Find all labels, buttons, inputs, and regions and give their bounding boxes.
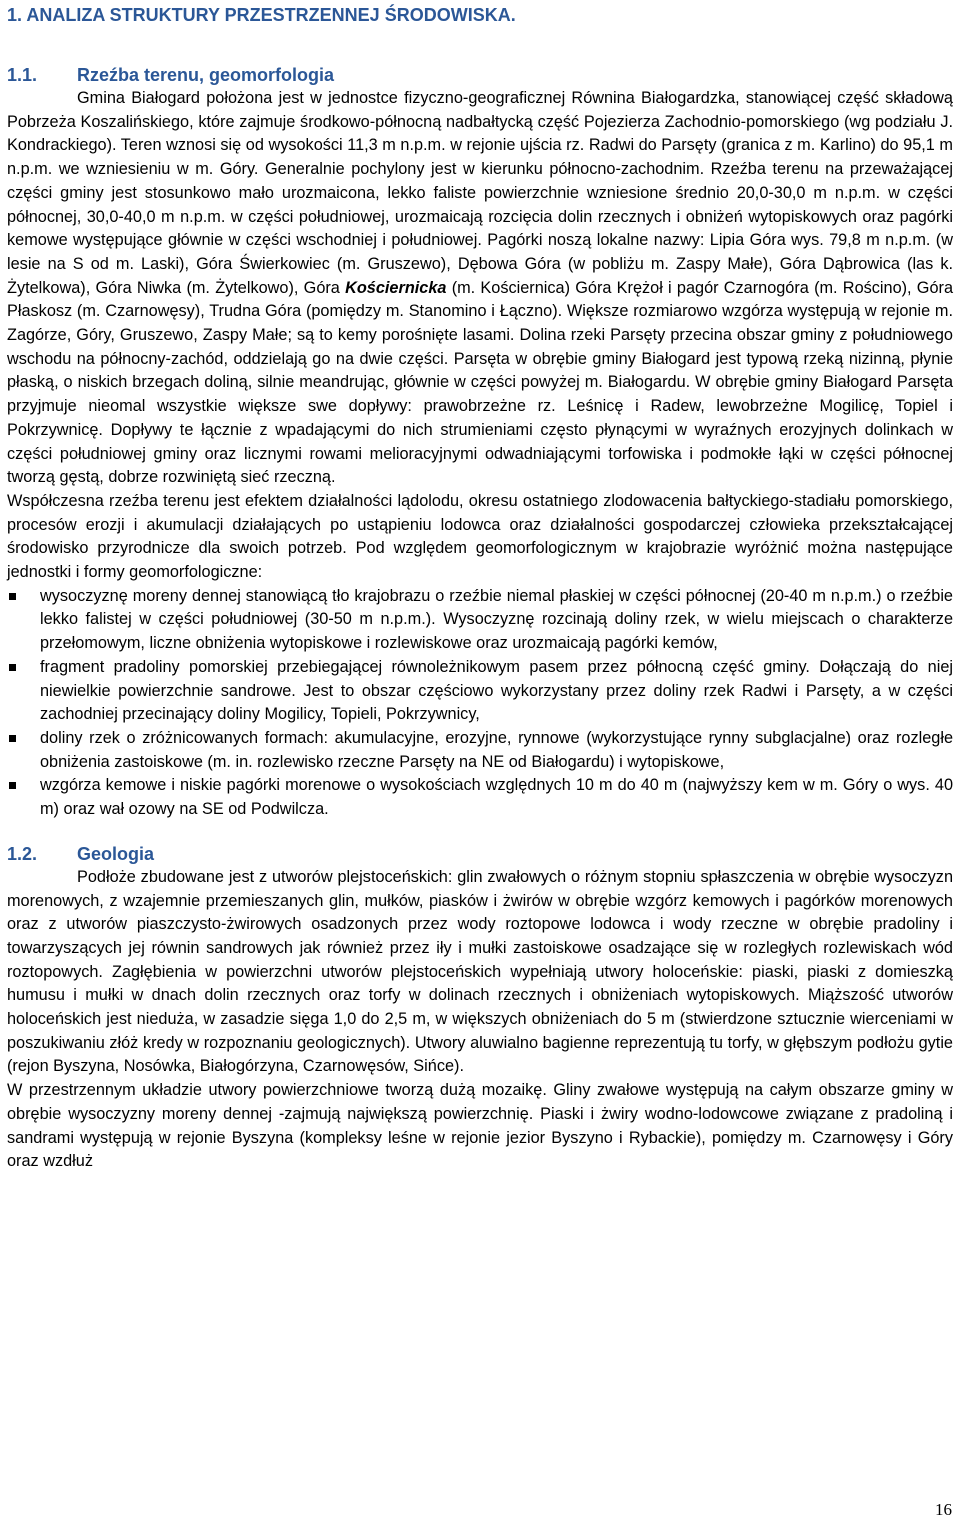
geomorphology-list — [7, 585, 953, 822]
list-item: wysoczyznę moreny dennej stanowiącą tło krajobrazu o rzeźbie niemal płaskiej w części północnej (20-40 m n.p.m.) o rzeźbie lekko falistej w części południowej (30-50 m n.p.m.). Wysoczyznę rozcinają doliny rzek, w wielu miejscach o charakterze przełomowym, liczne obniżenia wytopiskowe i rozlewiskowe oraz urozmaicają pagórki kemów, — [7, 585, 953, 656]
list-item: doliny rzek o zróżnicowanych formach: akumulacyjne, erozyjne, rynnowe (wykorzystujące rynny subglacjalne) oraz rozległe obniżenia zastoiskowe (m. in. rozlewisko rzeczne Parsęty na NE od Białogardu) i wytopiskowe, — [7, 727, 953, 774]
square-bullet-icon — [9, 664, 16, 671]
paragraph: Gmina Białogard położona jest w jednostce fizyczno-geograficznej Równina Białogardzka, stanowiącej część składową Pobrzeża Koszalińskiego, które zajmuje środkowo-północną nadbałtycką część Pojezierza Zachodnio-pomorskiego (wg podziału J. Kondrackiego). Teren wznosi się od wysokości 11,3 m n.p.m. w rejonie ujścia rz. Radwi do Parsęty (granica z m. Karlino) do 95,1 m n.p.m. we wzniesieniu w m. Góry. Generalnie pochylony jest w kierunku północno-zachodnim. Rzeźba terenu na przeważającej części gminy jest stosunkowo mało urozmaicona, lekko faliste powierzchnie wzniesione średnio 20,0-30,0 m n.p.m. w części północnej, 30,0-40,0 m n.p.m. w części południowej, urozmaicają rozcięcia dolin rzecznych i obniżeń wytopiskowych oraz pagórki kemowe występujące głównie w części wschodniej i południowej. Pagórki noszą lokalne nazwy: Lipia Góra wys. 79,8 m n.p.m. (w lesie na S od m. Laski), Góra Świerkowiec (m. Gruszewo), Dębowa Góra (w pobliżu m. Zaspy Małe), Góra Dąbrowica (las k. Żytelkowa), Góra Niwka (m. Żytelkowo), Góra Kościernicka (m. Kościernica) Góra Krężoł i pagór Czarnogóra (m. Rościno), Góra Płaskosz (m. Czarnowęsy), Trudna Góra (pomiędzy m. Stanomino i Łączno). Większe rozmiarowo wzgórza występują w rejonie m. Zagórze, Góry, Gruszewo, Zaspy Małe; są to kemy porośnięte lasami. Dolina rzeki Parsęty przecina obszar gminy z południowego wschodu na północny-zachód, oddzielają go na dwie części. Parsęta w obrębie gminy Białogard jest typową rzeką nizinną, płynie płaską, o niskich brzegach doliną, silnie meandrując, głównie w części powyżej m. Białogardu. W obrębie gminy Białogard Parsęta przyjmuje nieomal wszystkie większe swe dopływy: prawobrzeżne rz. Leśnicę i Radew, lewobrzeżne Mogilicę, Topiel i Pokrzywnicę. Dopływy te łącznie z wpadającymi do nich strumieniami często płynącymi w wyraźnych erozyjnych dolinkach w części południowej gminy oraz licznymi rowami melioracyjnymi odwadniającymi torfowiska i podmokłe łąki w części północnej tworzą gęstą, dobrze rozwiniętą sieć rzeczną. — [7, 89, 954, 487]
section-number: 1.2. — [7, 843, 38, 864]
list-item: fragment pradoliny pomorskiej przebiegającej równoleżnikowym pasem przez północną część gminy. Dołączają do niej niewielkie powierzchnie sandrowe. Jest to obszar częściowo wykorzystany przez doliny rzek Radwi i Parsęty, a w części zachodniej przecinający doliny Mogilicy, Topieli, Pokrzywnicy, — [7, 656, 953, 727]
page-number: 16 — [935, 1500, 952, 1519]
paragraph: Podłoże zbudowane jest z utworów plejstoceńskich: glin zwałowych o różnym stopniu spłaszczenia w obrębie wysoczyzn morenowych, z wzajemnie przemieszanych glin, mułków, piasków i żwirów w obrębie wzgórz kemowych i pagórków morenowych oraz z utworów piaszczysto-żwirowych osadzonych przez wody roztopowe lodowca i wody rzeczne w obrębie pradoliny i towarzyszących jej równin sandrowych jak również przez iły i mułki zastoiskowe osadzające się w rozległych rozlewiskach wód roztopowych. Zagłębienia w powierzchni utworów plejstoceńskich wypełniają utwory holoceńskie: piaski, piaski z domieszką humusu i mułki w dnach dolin rzecznych oraz torfy w dolinach rzecznych i obniżeniach wytopiskowych. Miąższość utworów holoceńskich jest nieduża, w zasadzie sięga 1,0 do 2,5 m, w większych obniżeniach do 5 m (stwierdzone sztucznie wierceniami w poszukiwaniu złóż kredy w rozpoznaniu geologicznych). Utwory aluwialno bagienne reprezentują tu torfy, w głębszym podłożu gytie (rejon Byszyna, Nosówka, Białogórzyna, Czarnowęsów, Sińce). — [7, 867, 953, 1076]
paragraph: Współczesna rzeźba terenu jest efektem działalności lądolodu, okresu ostatniego zlodowacenia bałtyckiego-stadiału pomorskiego, procesów erozji i akumulacji działających po ustąpieniu lodowca oraz działalności gospodarczej człowieka przekształcającej środowisko przyrodnicze dla swoich potrzeb. Pod względem geomorfologicznym w krajobrazie wyróżnić można następujące jednostki i formy geomorfologiczne: — [7, 491, 953, 582]
section-heading-geology — [7, 842, 953, 866]
list-item: wzgórza kemowe i niskie pagórki morenowe o wysokościach względnych 10 m do 40 m (najwyższy kem w m. Góry o wys. 40 m) oraz wał ozowy na SE od Podwilcza. — [7, 774, 953, 821]
section-heading-relief — [7, 63, 953, 87]
section-title: Rzeźba terenu, geomorfologia — [77, 65, 335, 85]
section-title: Geologia — [77, 843, 155, 864]
document-title: 1. ANALIZA STRUKTURY PRZESTRZENNEJ ŚRODOWISKA. — [7, 5, 516, 25]
emphasized-place-name: Kościernicka — [345, 278, 447, 297]
paragraph: W przestrzennym układzie utwory powierzchniowe tworzą dużą mozaikę. Gliny zwałowe występują na całym obszarze gminy w obrębie wysoczyzny moreny dennej -zajmują największą powierzchnię. Piaski i żwiry wodno-lodowcowe związane z pradoliną i sandrami występują w rejonie Byszyna (kompleksy leśne w rejonie jezior Byszyno i Rybackie), pomiędzy m. Czarnowęsy i Góry oraz wzdłuż — [7, 1081, 953, 1171]
square-bullet-icon — [9, 593, 16, 600]
square-bullet-icon — [9, 735, 16, 742]
square-bullet-icon — [9, 782, 16, 789]
section-number: 1.1. — [7, 65, 38, 85]
